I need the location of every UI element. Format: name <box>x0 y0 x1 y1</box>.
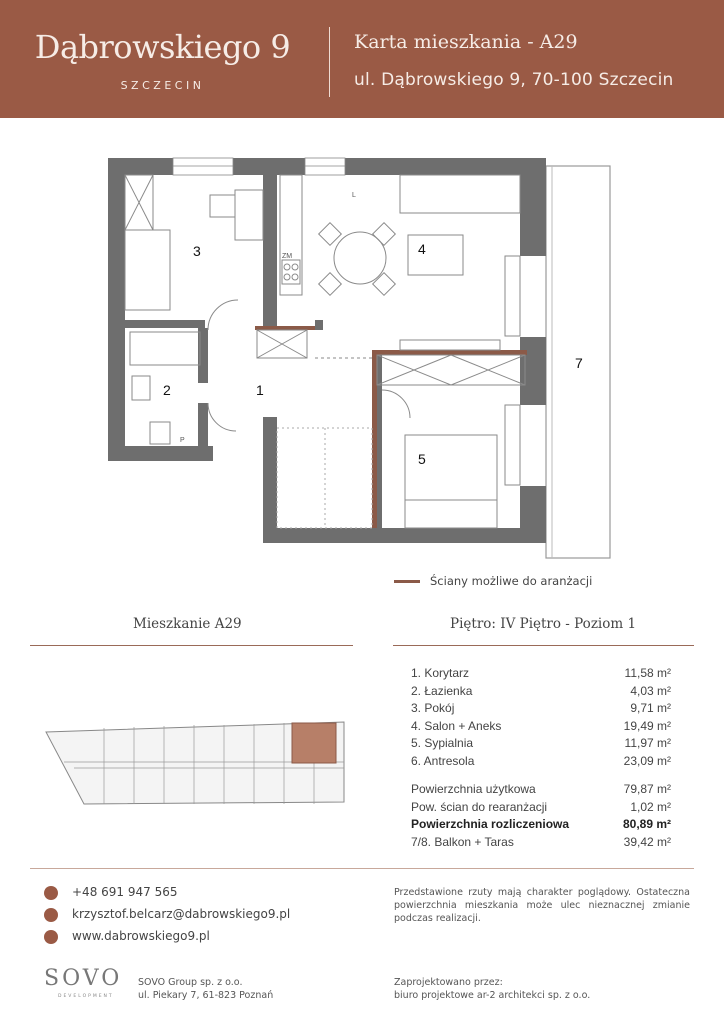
brand-logo-city: SZCZECIN <box>120 79 205 92</box>
summary-name: Powierzchnia użytkowa <box>411 782 536 796</box>
web-link[interactable]: www.dabrowskiego9.pl <box>72 929 210 943</box>
designer-name: biuro projektowe ar-2 architekci sp. z o.o. <box>394 990 591 1001</box>
room-label-3: 3 <box>193 243 201 259</box>
floor-title: Piętro: IV Piętro - Poziom 1 <box>450 616 637 632</box>
email-link[interactable]: krzysztof.belcarz@dabrowskiego9.pl <box>72 907 291 921</box>
email-icon <box>44 908 58 922</box>
area-name: 6. Antresola <box>411 753 475 768</box>
header-banner <box>0 0 724 118</box>
door-arc-room3 <box>208 300 238 330</box>
washbasin <box>132 376 150 400</box>
area-row <box>411 736 671 754</box>
sovo-logo-sub: DEVELOPMENT <box>58 994 114 999</box>
label-l: L <box>352 192 356 199</box>
divider-right <box>393 645 694 646</box>
area-row <box>411 701 671 719</box>
bathtub <box>130 332 200 365</box>
room-label-7: 7 <box>575 355 583 371</box>
apartment-title: Mieszkanie A29 <box>133 616 242 632</box>
summary-row <box>411 800 671 818</box>
label-zm: ZM <box>282 253 293 260</box>
bed-bedroom <box>405 435 497 528</box>
label-p: P <box>180 437 185 444</box>
summary-row <box>411 835 671 853</box>
window-top-mid <box>305 158 345 175</box>
building-minimap <box>44 718 364 806</box>
desk-room3 <box>235 190 263 240</box>
area-row <box>411 719 671 737</box>
summary-value: 79,87 m² <box>623 782 671 796</box>
company-name: SOVO Group sp. z o.o. <box>138 977 243 988</box>
apartment-highlight <box>292 723 336 763</box>
room-label-2: 2 <box>163 382 171 398</box>
area-value: 19,49 m² <box>623 718 671 733</box>
chair-room3 <box>210 195 235 217</box>
bottom-divider <box>30 868 694 869</box>
area-value: 4,03 m² <box>630 683 671 698</box>
legend-swatch <box>394 580 420 583</box>
bed-room3 <box>125 230 170 310</box>
area-value: 23,09 m² <box>623 753 671 768</box>
area-value: 11,97 m² <box>624 736 671 750</box>
legend-text: Ściany możliwe do aranżacji <box>430 574 593 588</box>
room-label-4: 4 <box>418 241 426 257</box>
phone-text: +48 691 947 565 <box>72 885 178 899</box>
summary-value: 1,02 m² <box>630 799 671 814</box>
designer-label: Zaprojektowano przez: <box>394 977 503 988</box>
company-address: ul. Piekary 7, 61-823 Poznań <box>138 990 274 1001</box>
summary-name: Powierzchnia rozliczeniowa <box>411 817 570 831</box>
inner-walls <box>125 320 382 528</box>
area-name: 2. Łazienka <box>411 683 473 698</box>
card-title: Karta mieszkania - A29 <box>354 31 578 53</box>
company-info <box>138 976 273 1002</box>
balcony-door-bedroom <box>505 405 520 485</box>
summary-name: 7/8. Balkon + Taras <box>411 834 514 849</box>
area-row <box>411 666 671 684</box>
area-row <box>411 754 671 772</box>
area-name: 3. Pokój <box>411 701 455 715</box>
coffee-table <box>408 235 463 275</box>
door-arc-bedroom <box>382 390 410 418</box>
summary-value: 80,89 m² <box>622 817 671 831</box>
disclaimer: Przedstawione rzuty mają charakter poglądowy. Ostateczna powierzchnia mieszkania może ulec nieznacznej zmianie podczas realizacji. <box>394 887 690 924</box>
area-table <box>411 666 671 852</box>
area-name: 5. Sypialnia <box>411 736 474 750</box>
brand-logo-name: Dąbrowskiego 9 <box>34 28 291 66</box>
phone-icon <box>44 886 58 900</box>
area-name: 4. Salon + Aneks <box>411 718 502 733</box>
area-row <box>411 684 671 702</box>
summary-name: Pow. ścian do rearanżacji <box>411 799 548 814</box>
web-icon <box>44 930 58 944</box>
toilet <box>150 422 170 444</box>
room-label-5: 5 <box>418 451 426 467</box>
window-top-left <box>173 158 233 175</box>
room-label-1: 1 <box>256 382 264 398</box>
divider-left <box>30 645 353 646</box>
summary-row <box>411 782 671 800</box>
bedroom-wardrobe <box>377 355 525 385</box>
designer-info <box>394 976 590 1002</box>
tv-unit <box>400 340 500 350</box>
sovo-logo: SOVO <box>44 966 123 991</box>
sofa <box>400 175 520 213</box>
header-divider <box>329 27 330 97</box>
balcony-door-living <box>505 256 520 336</box>
summary-value: 39,42 m² <box>623 834 671 849</box>
card-address: ul. Dąbrowskiego 9, 70-100 Szczecin <box>354 70 674 90</box>
area-value: 11,58 m² <box>624 666 671 680</box>
floor-plan <box>100 150 620 565</box>
area-value: 9,71 m² <box>630 701 671 715</box>
door-arc-bath <box>208 403 236 431</box>
rearrangeable-walls <box>255 326 527 528</box>
cooktop <box>282 260 300 284</box>
summary-row-total <box>411 817 671 835</box>
area-name: 1. Korytarz <box>411 666 470 680</box>
kitchen-counter <box>280 175 302 295</box>
